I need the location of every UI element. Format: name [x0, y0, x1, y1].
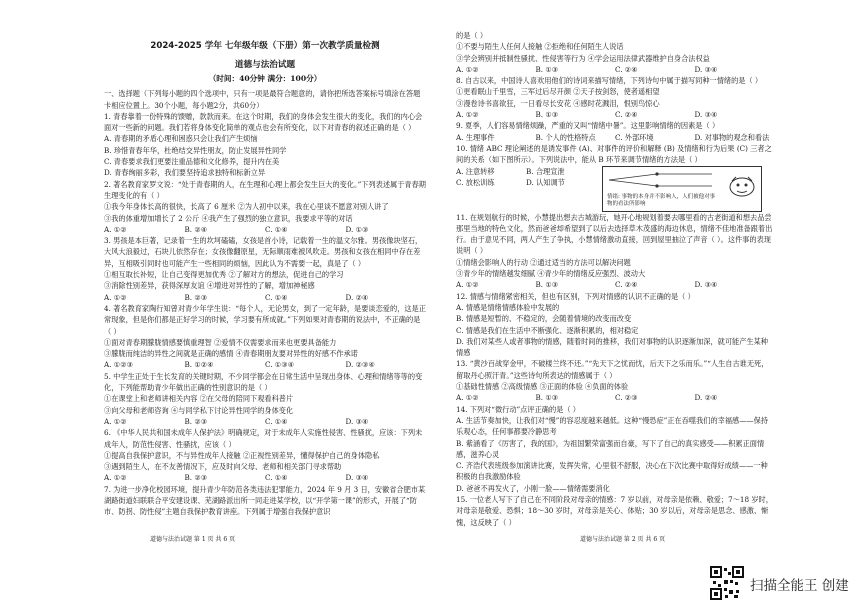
- options-column: [456, 166, 596, 212]
- option: C. ②④: [615, 110, 638, 120]
- option: B. ①②④: [184, 360, 214, 370]
- option: C. 齐浩代表班级参加演讲比赛，发挥失常，心里很不舒服，决心在下次比赛中取得好成绩——一种积极的自我激励体验: [456, 461, 768, 482]
- option: A. 注意转移: [456, 166, 495, 176]
- option: B. ②③: [184, 416, 208, 426]
- section-heading: 一、选择题（下列每小题的四个选项中，只有一项是最符合题意的，请你把所选答案标号填涂在答题卡相应位置上。30个小题，每小题2分，共60分）: [104, 89, 421, 110]
- option: B. ②④: [184, 224, 208, 234]
- option: A. 青春期的矛盾心理和困惑只会让我们产生烦恼: [104, 134, 258, 144]
- option: B. ①③: [535, 280, 559, 290]
- option: C. ①④: [265, 224, 288, 234]
- option: A. 情感是情绪情感体验中发展的: [456, 302, 560, 312]
- options-row: [104, 224, 426, 235]
- question-10: 10. 情绪 ABC 理论阐述的是诱发事件 (A)、对事件的评价和解释 (B) 及情绪和行为后果 (C) 三者之间的关系（如下图所示）。下列说法中，能从 B 环节来调节情绪的方法是（ ）: [456, 143, 772, 165]
- option: A. 生活节奏加快，让我们对“慢”的容忍度越来越低。这种“慢恐症”正在吞噬我们的幸福感——保持乐观心态，任何事都要冷静思考: [456, 415, 768, 437]
- question-15: 15. 一位老人写下了自己在不同阶段对母亲的情感：7 岁以前，对母亲是依赖、敬爱；7～18 岁时，对母亲是敬爱、恐惧；18～30 岁时，对母亲是关心、体贴；30 岁以后，对母亲是思念、感激、惭愧，这反映了（ ）: [456, 494, 773, 527]
- option: A. ①②: [104, 473, 127, 483]
- statement: ①提高自我保护意识，不与异性成年人接触 ②正视性别差异，懂得保护自己的身体隐私: [104, 450, 380, 460]
- option: B. ①③: [535, 64, 559, 74]
- exam-title: 2024-2025 学年 七年级年级（下册）第一次教学质量检测: [150, 41, 380, 51]
- option: D. ③④: [345, 473, 369, 483]
- options-row: [104, 416, 426, 427]
- right-page: [456, 0, 774, 560]
- question-3: 3. 男孩是本巨著，记录着一生的坎坷磕磕，女孩是首小诗，记载着一生的温文尔雅。男孩像块坚石，大风大浪毅过，石块儿依然存在；女孩像翻原星，无际顺雨难被风吹走。男孩和女孩在相同中存在差异，互相吸引同时也可能产生一些相同的烦恼，因此认为不需要一起，真是了（ ）: [104, 236, 423, 268]
- question-1: 1. 青春靠着一份特殊的馈赠，款款而来。在这个时期，我们的身体会发生很大的变化，我们的内心会面对一些新的问题。我们若将身体变化简单的观点也会有所变化，以下对青春的叙述正确的是（ ）: [104, 111, 423, 133]
- option: B. 情感是短暂的、不稳定的，会随着情境的改变而改变: [456, 314, 632, 324]
- question-6: 6. 《中华人民共和国未成年人保护法》明确规定，对于未成年人实施性侵害、性骚扰，应该：下列未成年人，防范性侵害、性骚扰，应该（ ）: [104, 428, 423, 449]
- watermark-text: 扫描全能王 创建: [750, 578, 849, 594]
- options-grid: [456, 166, 596, 189]
- option: C. ②④: [615, 64, 638, 74]
- option: D. ③④: [694, 64, 718, 74]
- question-5: 5. 中学生正处于生长发育的关键时期，不少同学都会在日常生活中呈现出身体、心理和情绪等等的变化，下列能帮助青少年做出正确的性别意识的是（ ）: [104, 371, 423, 393]
- qr-code-icon: [710, 566, 744, 600]
- option: C. ②③: [615, 393, 638, 403]
- options-row: [104, 472, 426, 483]
- option: B. ②③: [184, 473, 208, 483]
- option: C. 外部环境: [615, 132, 654, 142]
- option: D. ③④: [694, 280, 718, 290]
- option: D. 爸爸不再发火了，小刚一脸——情绪需要消化: [456, 483, 610, 493]
- option: D. 认知调节: [526, 177, 565, 187]
- option: A. 生理事件: [456, 132, 495, 142]
- option: A. ①②: [456, 393, 479, 403]
- option: D. ②④: [345, 292, 369, 302]
- option: B. 个人的性格特点: [535, 132, 596, 142]
- statement: ③我的体重增加增长了 2 公斤 ④我产生了强烈的独立意识，我要求平等的对话: [104, 213, 353, 223]
- option: C. ①④: [265, 416, 288, 426]
- question-12: 12. 情感与情绪紧密相关，但也有区别，下列对情感的认识不正确的是（ ）: [456, 291, 695, 301]
- question-7: 7. 为进一步净化校园环境，提升青少年防范各类违法犯罪能力，2024 年 9 月 3 日，安徽省合肥市某湖路街道妇联联合平安建设课、芜湖路派出所一同走进某学校，以“开学第一课”的形式，开展了“防市、防拐、防性侵”主题自我保护教育讲座。下列属于增强自我保护意识: [104, 484, 426, 517]
- question-9: 9. 夏季，人们容易情绪烦躁，严重的又叫“情绪中暑”。这里影响情绪的因素是（ ）: [456, 121, 720, 131]
- question-7-continued: 的是（ ）: [456, 31, 488, 40]
- statement: ①相互取长补短，让自己变得更加优秀 ②了解对方的想法，促进自己的学习: [104, 270, 344, 280]
- option: A. ①②: [104, 224, 127, 234]
- statement: ③遇到陌生人，在不友善情况下，应及时向父母、老师和相关部门寻求帮助: [104, 462, 342, 472]
- option: C. ②④: [615, 280, 638, 290]
- option: B. ①③: [535, 110, 559, 120]
- option: A. ①②: [456, 64, 479, 74]
- exam-subtitle: 道德与法治试题: [234, 60, 296, 70]
- statement: ③学会辨别并抵制性骚扰、性侵害等行为 ④学会运用法律武器维护自身合法权益: [456, 53, 710, 63]
- statement: ①我今年身体长高的很快，长高了 6 厘米 ②为人初中以来，我在心里谈不愿意对别人讲了: [104, 202, 389, 212]
- page-footer-right: 道德与法治试题 第 2 页 共 6 页: [580, 536, 666, 543]
- page-footer-left: 道德与法治试题 第 1 页 共 6 页: [150, 536, 236, 543]
- question-8: 8. 自古以来，中国诗人喜欢用他们的诗词来描写情绪，下列诗句中属于描写同种一情绪的是（ ）: [456, 76, 763, 86]
- statement: ③漫卷诗书喜欲狂，一日看尽长安花 ④感时花溅泪，恨别鸟惊心: [456, 98, 660, 108]
- option: B. ②③: [184, 292, 208, 302]
- question-14: 14. 下列对“微行动”点评正确的是（ ）: [456, 404, 580, 414]
- option: D. ②③④: [345, 360, 375, 370]
- statement: ③青少年的情绪越发细腻 ④青少年的情绪反应强烈、波动大: [456, 269, 646, 279]
- left-page: [104, 0, 426, 560]
- abc-diagram-icon: [607, 171, 717, 189]
- figure-caption: 情绪: 事物的本身并不影响人，人们被他对事物的看法所影响: [607, 193, 716, 207]
- options-row: [456, 109, 774, 120]
- options-row: [104, 359, 426, 370]
- options-row: [104, 292, 426, 303]
- options-row: [456, 64, 774, 75]
- option: A. ①②: [456, 280, 479, 290]
- exam-meta: （时间：40分钟 满分：100分）: [208, 74, 322, 83]
- question-10-body: [456, 166, 774, 212]
- options-row: [456, 132, 774, 143]
- statement: ①更看眠山千里雪，三军过后尽开颜 ②天子按剑怒，使者遥相望: [456, 87, 660, 97]
- options-row: [456, 279, 774, 290]
- option: A. ①②: [456, 110, 479, 120]
- option: C. 放松训练: [456, 177, 495, 187]
- statement: ①情绪会影响人的行动 ②通过适当的方法可以解决问题: [456, 257, 631, 267]
- option: D. 青春绚丽多彩，我们要坚持追求独特和标新立异: [104, 168, 266, 178]
- statement: ①不要与陌生人任何人接触 ②拒绝和任何陌生人说话: [456, 42, 624, 52]
- option: A. ①②: [104, 416, 127, 426]
- abc-theory-figure: [602, 166, 762, 212]
- option: A. ①②③: [104, 360, 134, 370]
- statement: ①面对青春期朦胧情感要慎重理智 ②爱情不仅需要求而来也更要具备能力: [104, 337, 337, 347]
- option: D. ③④: [345, 416, 369, 426]
- option: C. 青春要求我们更要注重品德和文化修养，提升内在美: [104, 157, 280, 167]
- question-13: 13. “黄沙百战穿金甲，不破楼兰终不还。”“先天下之忧而忧，后天下之乐而乐。”“人生自古谁无死，留取丹心照汗青。”这些诗句所表达的情感属于（ ）: [456, 359, 769, 380]
- cartoon-face-icon: [727, 173, 757, 203]
- option: B. 合理宣泄: [526, 166, 565, 176]
- option: D. ②④: [694, 393, 718, 403]
- statement: ③向父母和老师咨询 ④与同学私下讨论异性同学的身体变化: [104, 405, 294, 415]
- option: D. 对事物的观念和看法: [694, 132, 770, 142]
- option: C. ①④: [265, 473, 288, 483]
- question-2: 2. 著名教育家罗文说：“处于青春期的人，在生理和心理上都会发生巨大的变化。”下列表述属于青春期生理变化的有（ ）: [104, 179, 426, 200]
- statement: ①基础性情感 ②高级情感 ③正面的体验 ④负面的体验: [456, 382, 629, 392]
- question-4: 4. 著名教育家陶行知曾对青少年学生说：“每个人，无论男女，到了一定年龄，是要谈恋爱的，这是正常现象，但是你们都是正好学习的时候，学习要有所成就。”下列如果对青春期的说法中，不正确的是（ ）: [104, 303, 426, 336]
- option: B. 珍惜青春年华，杜绝结交异性朋友，防止发展异性同学: [104, 145, 287, 155]
- option: D. ③④: [694, 110, 718, 120]
- option: C. ①④: [265, 292, 288, 302]
- option: C. 情感是我们在生活中不断强化、逐渐积累的，相对稳定: [456, 325, 639, 335]
- option: A. ①②: [104, 292, 127, 302]
- option: C. ①③④: [265, 360, 295, 370]
- question-11: 11. 在规划航行的时候，小慧提出想去古城游玩，她开心地规划着要去哪里看的古老街道和想去品尝那里当地的特色文化，然而爸爸却希望到了以后去选择草木茂盛的海边休息，情绪不佳地准备跟着出行。由于意见不同，两人产生了争执，小慧情绪激动直接，回到屋里抽泣了声音（ ）。这件事的表现说明（ ）: [456, 212, 773, 256]
- option: B. 紫涵看了《厉害了，我的国》，为祖国繁荣富强而自豪，写下了自己的真实感受——积累正面情感，滋养心灵: [456, 438, 765, 459]
- option: B. ①③: [535, 393, 559, 403]
- option: D. 我们对某些人或者事物的情感，随着时间的推移，我们对事物的认识逐渐加深，就可能产生某种情感: [456, 336, 768, 358]
- statement: ③消除性别差异，获得深厚友谊 ④增进对异性的了解，增加神秘感: [104, 281, 315, 291]
- statement: ①在课堂上和老师讲相关内容 ②在父母的陪同下观看科普片: [104, 394, 294, 404]
- statement: ③朦胧而纯洁的异性之间就是正确的感情 ④青春期朋友要对异性的好感不作承诺: [104, 349, 358, 359]
- option: D. ①③: [345, 224, 369, 234]
- options-row: [456, 392, 774, 403]
